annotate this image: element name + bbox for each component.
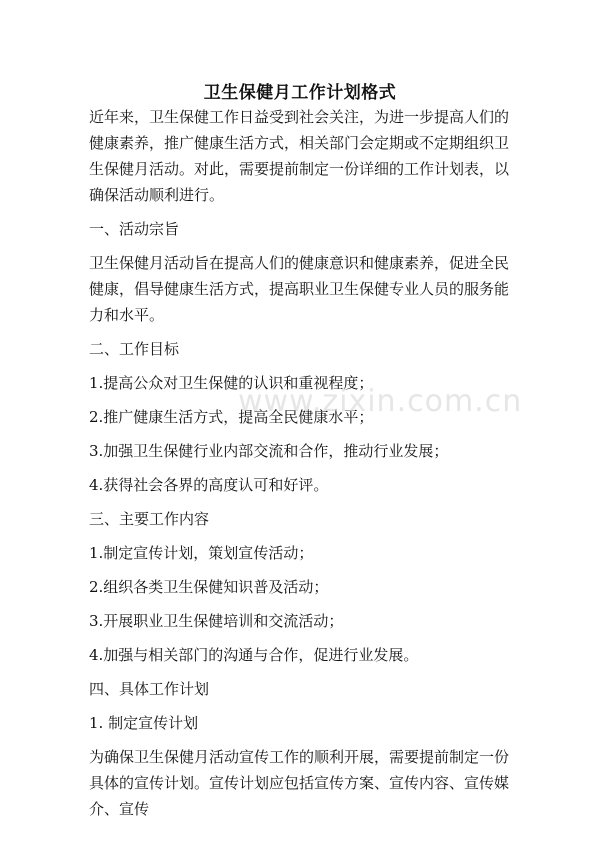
document-title: 卫生保健月工作计划格式 [203,83,397,103]
list-item: 4.获得社会各界的高度认可和好评。 [89,476,329,494]
document-body [89,104,519,822]
section-heading-goals: 二、工作目标 [89,340,180,358]
section-heading-plan: 四、具体工作计划 [89,680,210,698]
list-item: 3.开展职业卫生保健培训和交流活动； [89,612,344,630]
section-heading-main-work: 三、主要工作内容 [89,510,210,528]
intro-paragraph: 近年来，卫生保健工作日益受到社会关注，为进一步提高人们的健康素养，推广健康生活方式，相关部门会定期或不定期组织卫生保健月活动。对此，需要提前制定一份详细的工作计划表，以确保活动顺利进行。 [89,108,510,204]
list-item: 1.制定宣传计划，策划宣传活动； [89,544,314,562]
list-item: 4.加强与相关部门的沟通与合作，促进行业发展。 [89,646,419,664]
watermark: www.zixin.com.cn [238,384,523,419]
list-item: 1.提高公众对卫生保健的认识和重视程度； [89,374,374,392]
list-item: 3.加强卫生保健行业内部交流和合作，推动行业发展； [89,442,449,460]
section-heading-purpose: 一、活动宗旨 [89,220,180,238]
publicity-paragraph: 为确保卫生保健月活动宣传工作的顺利开展，需要提前制定一份具体的宣传计划。宣传计划应包括宣传方案、宣传内容、宣传媒介、宣传 [89,748,510,818]
subsection-heading-publicity: 1. 制定宣传计划 [89,714,199,732]
list-item: 2.组织各类卫生保健知识普及活动； [89,578,329,596]
purpose-paragraph: 卫生保健月活动旨在提高人们的健康意识和健康素养，促进全民健康，倡导健康生活方式，提高职业卫生保健专业人员的服务能力和水平。 [89,254,510,324]
list-item: 2.推广健康生活方式，提高全民健康水平； [89,408,374,426]
